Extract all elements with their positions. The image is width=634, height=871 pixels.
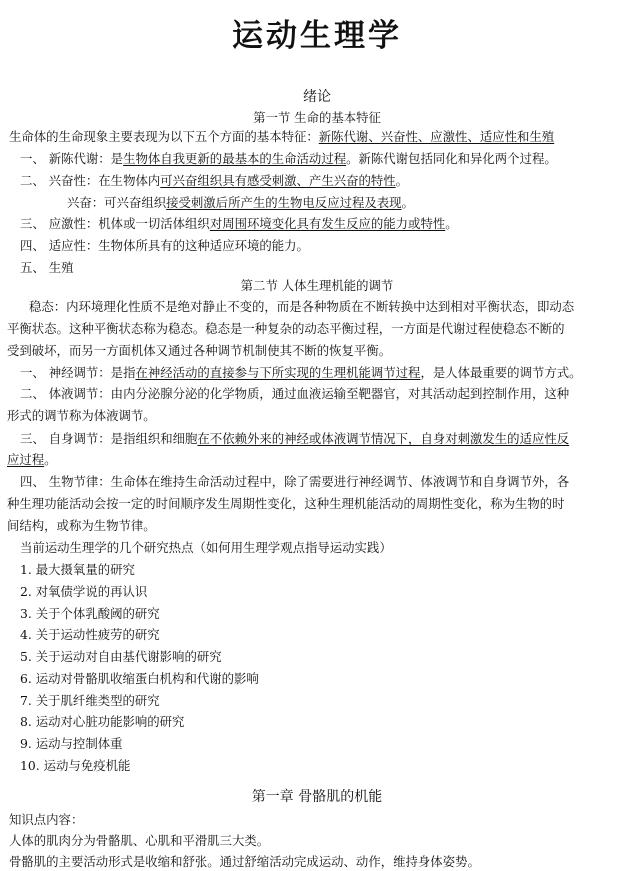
- list-item: 8. 运动对心脏功能影响的研究: [20, 714, 185, 729]
- knowledge-line-2: 骨骼肌的主要活动形式是收缩和舒张。通过舒缩活动完成运动、动作，维持身体姿势。: [9, 854, 480, 869]
- list-item: 5. 关于运动对自由基代谢影响的研究: [20, 649, 222, 664]
- item-irritability: 三、 应激性：机体或一切活体组织对周围环境变化具有发生反应的能力或特性。: [20, 216, 458, 231]
- chapter1-title: 第一章 骨骼肌的机能: [251, 789, 383, 805]
- section1-lead: 生命体的生命现象主要表现为以下五个方面的基本特征：新陈代谢、兴奋性、应激性、适应性和生殖: [9, 129, 555, 144]
- list-item: 2. 对氧债学说的再认识: [20, 584, 148, 599]
- homeostasis-line-2: 平衡状态。这种平衡状态称为稳态。稳态是一种复杂的动态平衡过程，一方面是代谢过程使稳态不断的: [7, 321, 565, 336]
- humoral-regulation-line-1: 二、 体液调节：由内分泌腺分泌的化学物质，通过血液运输至靶器官，对其活动起到控制作用，这种: [20, 386, 570, 401]
- list-item: 3. 关于个体乳酸阈的研究: [20, 606, 160, 621]
- list-item: 7. 关于肌纤维类型的研究: [20, 693, 160, 708]
- underlined-text: 在不依赖外来的神经或体液调节情况下，自身对刺激发生的适应性反: [197, 431, 570, 446]
- item-adaptability: 四、 适应性：生物体所具有的这种适应环境的能力。: [20, 238, 309, 253]
- underlined-text: 对周围环境变化具有发生反应的能力或特性: [209, 216, 446, 231]
- underlined-text: 生物体自我更新的最基本的生命活动过程: [123, 151, 347, 166]
- section2-title: 第二节 人体生理机能的调节: [240, 278, 394, 293]
- intro-heading: 绪论: [303, 89, 331, 105]
- self-regulation-line-2: 应过程。: [7, 452, 57, 467]
- item-excitability: 二、 兴奋性：在生物体内可兴奋组织具有感受刺激、产生兴奋的特性。: [20, 173, 409, 188]
- list-item: 10. 运动与免疫机能: [20, 758, 131, 773]
- list-item: 1. 最大摄氧量的研究: [20, 562, 135, 577]
- biorhythm-line-2: 种生理功能活动会按一定的时间顺序发生周期性变化，这种生理机能活动的周期性变化，称为生物的时: [7, 496, 565, 511]
- knowledge-line-1: 人体的肌肉分为骨骼肌、心肌和平滑肌三大类。: [9, 833, 270, 848]
- underlined-text: 可兴奋组织具有感受刺激、产生兴奋的特性: [160, 173, 396, 188]
- hotspots-title: 当前运动生理学的几个研究热点（如何用生理学观点指导运动实践）: [20, 540, 392, 555]
- homeostasis-line-1: 稳态：内环境理化性质不是绝对静止不变的，而是各种物质在不断转换中达到相对平衡状态，即动态: [29, 299, 575, 314]
- underlined-text: 在神经活动的直接参与下所实现的生理机能调节过程: [135, 365, 421, 380]
- knowledge-label: 知识点内容：: [9, 812, 84, 827]
- list-item: 4. 关于运动性疲劳的研究: [20, 627, 160, 642]
- underlined-text: 新陈代谢、兴奋性、应激性、适应性和生殖: [318, 129, 555, 144]
- neural-regulation: 一、 神经调节：是指在神经活动的直接参与下所实现的生理机能调节过程，是人体最重要的调节方式。: [20, 365, 582, 380]
- item-metabolism: 一、 新陈代谢：是生物体自我更新的最基本的生命活动过程。新陈代谢包括同化和异化两个过程。: [20, 151, 557, 166]
- biorhythm-line-3: 间结构，或称为生物节律。: [7, 518, 156, 533]
- section1-title: 第一节 生命的基本特征: [253, 110, 381, 125]
- document-title: 运动生理学: [232, 18, 402, 54]
- list-item: 6. 运动对骨骼肌收缩蛋白机构和代谢的影响: [20, 671, 259, 686]
- underlined-text: 应过程: [7, 452, 45, 467]
- biorhythm-line-1: 四、 生物节律：生命体在维持生命活动过程中，除了需要进行神经调节、体液调节和自身调节外，各: [20, 474, 570, 489]
- homeostasis-line-3: 受到破坏，而另一方面机体又通过各种调节机制使其不断的恢复平衡。: [7, 343, 392, 358]
- item-reproduction: 五、 生殖: [20, 260, 74, 275]
- self-regulation-line-1: 三、 自身调节：是指组织和细胞在不依赖外来的神经或体液调节情况下，自身对刺激发生的适应性反: [20, 431, 570, 446]
- list-item: 9. 运动与控制体重: [20, 736, 123, 751]
- underlined-text: 接受刺激后所产生的生物电反应过程及表现: [166, 195, 402, 210]
- item-excitation: 兴奋：可兴奋组织接受刺激后所产生的生物电反应过程及表现。: [67, 195, 414, 210]
- humoral-regulation-line-2: 形式的调节称为体液调节。: [7, 408, 156, 423]
